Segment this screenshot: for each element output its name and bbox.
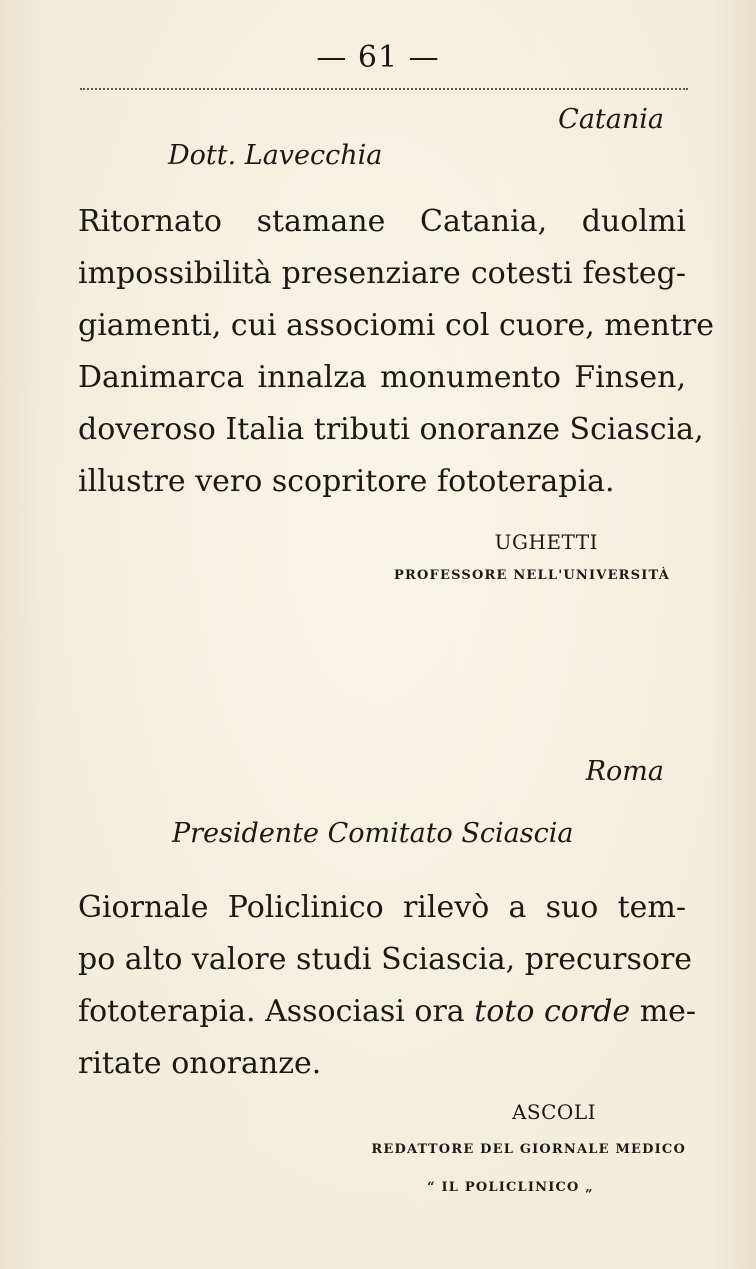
dotted-rule xyxy=(80,88,688,90)
letter-1-city: Catania xyxy=(558,104,664,135)
letter-2-line-1: Giornale Policlinico rilevò a suo tem- xyxy=(78,890,686,925)
letter-2-signature: ASCOLI xyxy=(511,1100,596,1124)
letter-1-addressee: Dott. Lavecchia xyxy=(168,140,383,171)
letter-1-line-1: Ritornato stamane Catania, duolmi xyxy=(78,204,686,239)
letter-1-line-6: illustre vero scopritore fototerapia. xyxy=(78,464,615,499)
letter-1-body xyxy=(78,196,714,508)
letter-2-line-3-italic: toto corde xyxy=(474,994,631,1029)
letter-2-title-line-2: “ IL POLICLINICO „ xyxy=(427,1180,594,1195)
letter-2-city: Roma xyxy=(585,756,664,787)
page-number: — 61 — xyxy=(316,40,440,75)
letter-1-line-3: giamenti, cui associomi col cuore, mentre xyxy=(78,308,714,343)
letter-2-line-2: po alto valore studi Sciascia, precursore xyxy=(78,942,693,977)
letter-1-line-5: doveroso Italia tributi onoranze Sciascia, xyxy=(78,412,704,447)
letter-2-line-3 xyxy=(78,986,697,1038)
letter-2-body xyxy=(78,882,697,1090)
letter-2-addressee: Presidente Comitato Sciascia xyxy=(172,818,574,849)
letter-2-line-3-start: fototerapia. Associasi ora xyxy=(78,994,475,1029)
letter-1-title: PROFESSORE NELL'UNIVERSITÀ xyxy=(394,568,670,583)
letter-2-title-line-1: REDATTORE DEL GIORNALE MEDICO xyxy=(371,1142,686,1157)
letter-1-line-2: impossibilità presenziare cotesti festeg- xyxy=(78,256,686,291)
letter-2-line-4: ritate onoranze. xyxy=(78,1046,322,1081)
letter-1-line-4: Danimarca innalza monumento Finsen, xyxy=(78,360,686,395)
letter-1-signature: UGHETTI xyxy=(494,530,598,554)
letter-2-line-3-end: me- xyxy=(630,994,697,1029)
